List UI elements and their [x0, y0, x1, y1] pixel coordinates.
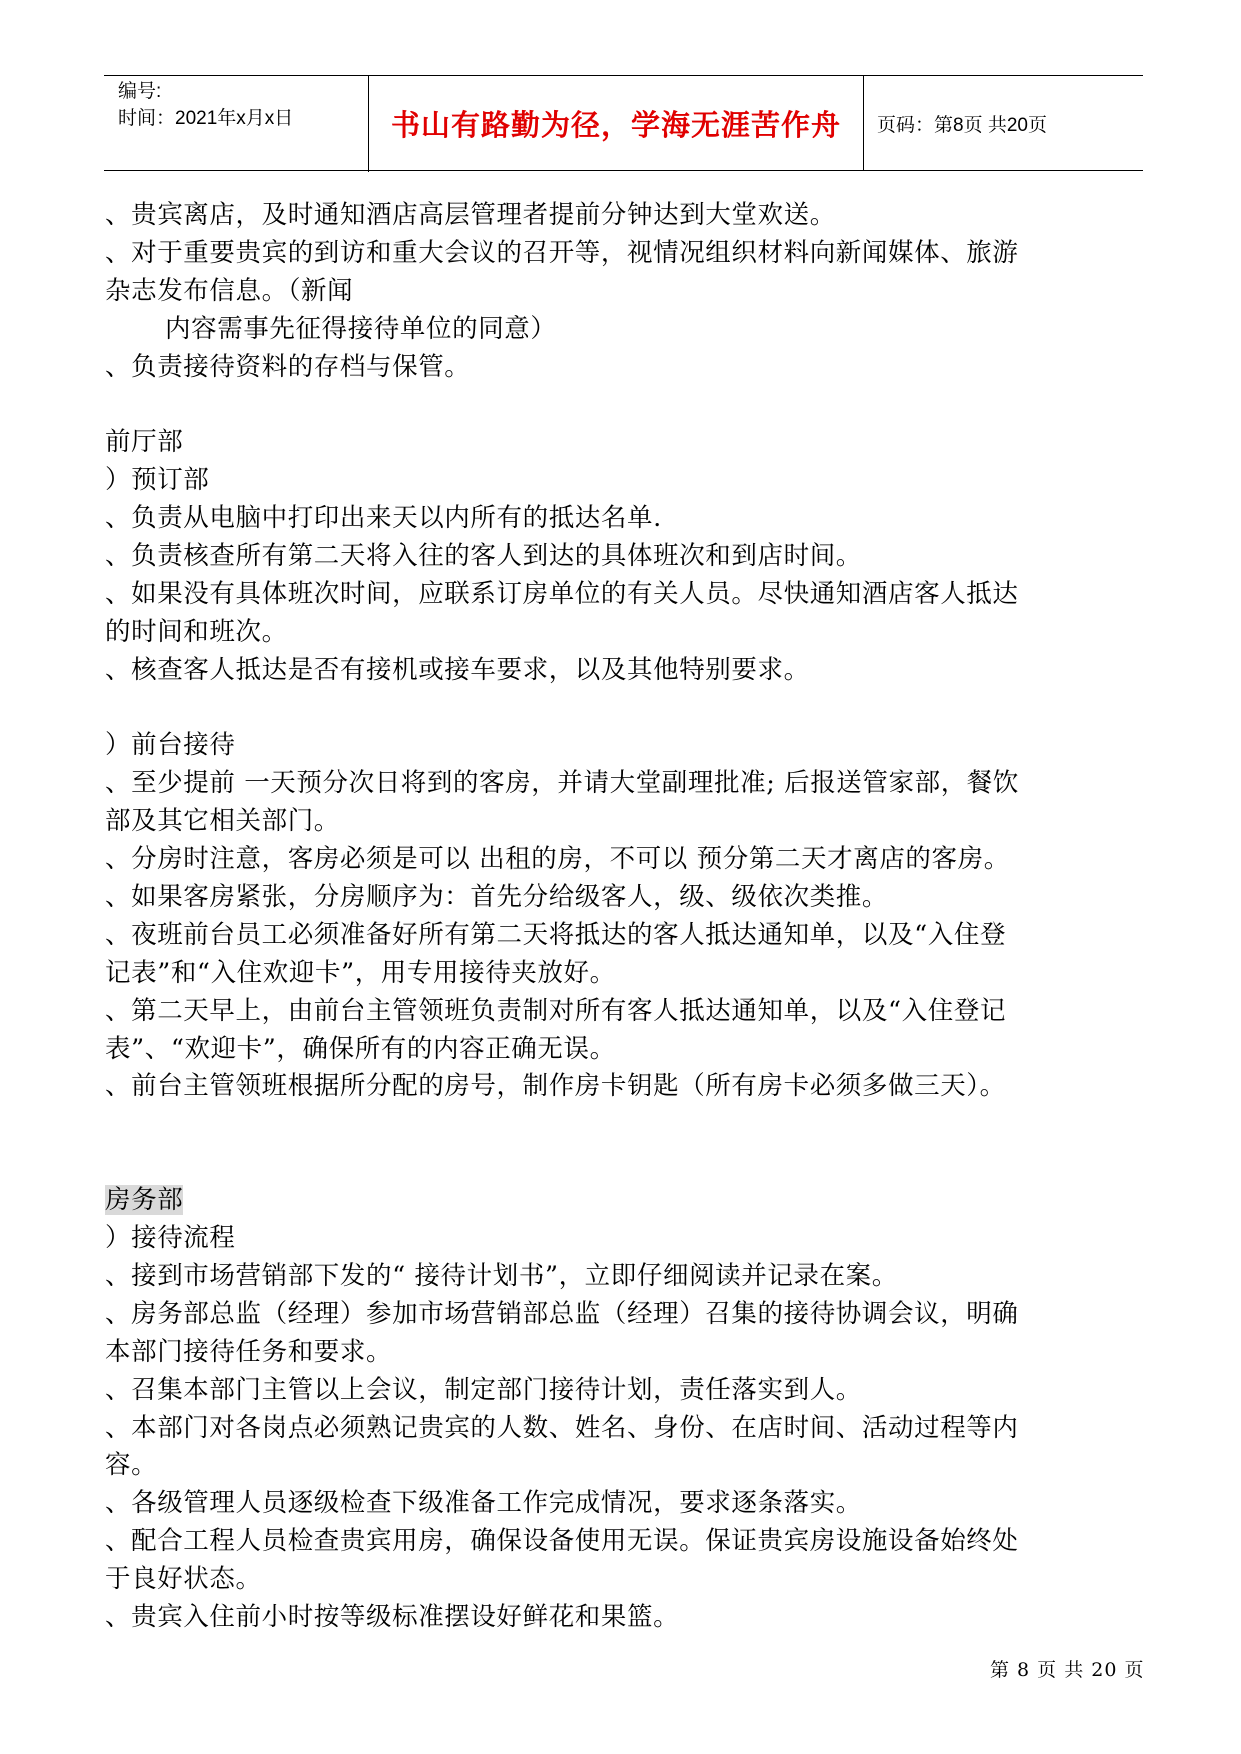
paragraph-line: 、房务部总监（经理）参加市场营销部总监（经理）召集的接待协调会议，明确: [105, 1298, 1019, 1329]
paragraph-line: 杂志发布信息。（新闻: [105, 275, 354, 306]
header-motto: 书山有路勤为径，学海无涯苦作舟: [369, 76, 864, 170]
header-meta: [104, 76, 369, 172]
subsection-title-front-desk: ）前台接待: [105, 730, 236, 761]
paragraph-line: 、贵宾入住前小时按等级标准摆设好鲜花和果篮。: [105, 1601, 680, 1632]
paragraph-line: 、第二天早上，由前台主管领班负责制对所有客人抵达通知单，以及“入住登记: [105, 995, 1007, 1026]
paragraph-line: 本部门接待任务和要求。: [105, 1336, 393, 1367]
paragraph-line: 内容需事先征得接待单位的同意）: [165, 313, 557, 344]
page-header: [104, 75, 1143, 171]
subsection-title-reception-process: ）接待流程: [105, 1223, 236, 1254]
paragraph-line: 、召集本部门主管以上会议，制定部门接待计划，责任落实到人。: [105, 1374, 862, 1405]
paragraph-line: 、负责从电脑中打印出来天以内所有的抵达名单.: [105, 503, 662, 534]
page-footer: 第 8 页 共 20 页: [990, 1659, 1145, 1681]
paragraph-line: 、本部门对各岗点必须熟记贵宾的人数、姓名、身份、在店时间、活动过程等内: [105, 1412, 1019, 1443]
paragraph-line: 的时间和班次。: [105, 616, 288, 647]
paragraph-line: 、配合工程人员检查贵宾用房，确保设备使用无误。保证贵宾房设施设备始终处: [105, 1526, 1019, 1557]
blank-line: [105, 690, 1145, 728]
document-body: [105, 197, 1145, 1637]
paragraph-line: 、如果客房紧张，分房顺序为：首先分给级客人，级、级依次类推。: [105, 882, 889, 913]
paragraph-line: 、接到市场营销部下发的“ 接待计划书”，立即仔细阅读并记录在案。: [105, 1260, 898, 1291]
paragraph-line: 、如果没有具体班次时间，应联系订房单位的有关人员。尽快通知酒店客人抵达: [105, 578, 1019, 609]
subsection-title-reservations: ）预订部: [105, 465, 210, 496]
document-time-label: 时间：2021年x月x日: [118, 108, 294, 129]
paragraph-line: 、至少提前 一天预分次日将到的客房，并请大堂副理批准; 后报送管家部，餐饮: [105, 768, 1020, 799]
paragraph-line: 、分房时注意，客房必须是可以 出租的房，不可以 预分第二天才离店的客房。: [105, 844, 1010, 875]
paragraph-line: 容。: [105, 1450, 158, 1481]
paragraph-line: 、对于重要贵宾的到访和重大会议的召开等，视情况组织材料向新闻媒体、旅游: [105, 237, 1019, 268]
paragraph-line: 、负责核查所有第二天将入往的客人到达的具体班次和到店时间。: [105, 541, 862, 572]
paragraph-line: 、核查客人抵达是否有接机或接车要求，以及其他特别要求。: [105, 654, 810, 685]
paragraph-line: 、前台主管领班根据所分配的房号，制作房卡钥匙（所有房卡必须多做三天）。: [105, 1071, 1006, 1102]
blank-line: [105, 1106, 1145, 1182]
document-number-label: 编号:: [118, 81, 162, 102]
section-title-housekeeping: [105, 1182, 1145, 1220]
blank-line: [105, 386, 1145, 424]
paragraph-line: 部及其它相关部门。: [105, 806, 340, 837]
highlighted-heading: 房务部: [105, 1185, 184, 1216]
paragraph-line: 、各级管理人员逐级检查下级准备工作完成情况，要求逐条落实。: [105, 1488, 862, 1519]
paragraph-line: 、贵宾离店，及时通知酒店高层管理者提前分钟达到大堂欢送。: [105, 200, 836, 230]
paragraph-line: 表”、“欢迎卡”，确保所有的内容正确无误。: [105, 1033, 616, 1064]
paragraph-line: 、夜班前台员工必须准备好所有第二天将抵达的客人抵达通知单，以及“入住登: [105, 919, 1007, 950]
paragraph-line: 记表”和“入住欢迎卡”，用专用接待夹放好。: [105, 957, 616, 988]
paragraph-line: 、负责接待资料的存档与保管。: [105, 351, 471, 382]
paragraph-line: 于良好状态。: [105, 1564, 262, 1595]
section-title-front-office: 前厅部: [105, 427, 184, 458]
header-page-number: 页码：第8页 共20页: [877, 114, 1047, 136]
